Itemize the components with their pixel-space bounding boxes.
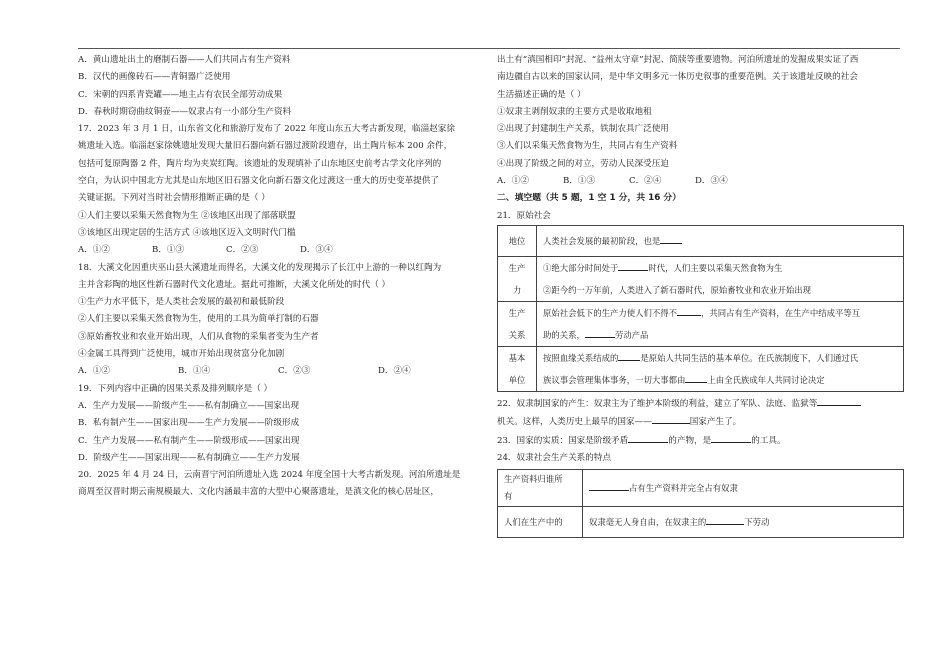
q19-stem: 19．下列内容中正确的因果关系及排列顺序是（ ） — [78, 383, 273, 394]
table-row — [498, 346, 904, 391]
q21-title: 21．原始社会 — [497, 210, 551, 221]
row-value: 原始社会低下的生产力使人们不得不 ，共同占有生产资料，在生产中结成平等互 助的关系， 劳动产品 — [537, 301, 904, 346]
q20-stem-line: 商周至汉晋时期云南规模最大、文化内涵最丰富的大型中心聚落遗址，是滇文化的核心居址区， — [78, 487, 439, 498]
answer-blank[interactable] — [628, 432, 668, 443]
right-column — [497, 52, 905, 538]
q20-options — [497, 173, 905, 190]
q18-option-d: D．②④ — [378, 366, 411, 377]
q18-options — [78, 363, 482, 380]
answer-blank[interactable] — [817, 395, 861, 406]
q20-item: ①奴隶主剥削奴隶的主要方式是收取地租 — [497, 106, 652, 117]
q17-item: ③该地区出现定居的生活方式 ④该地区迈入文明时代门槛 — [78, 227, 296, 238]
q20-option-d: D．③④ — [695, 176, 728, 187]
q20-option-c: C．②④ — [629, 176, 662, 187]
row-key: 基本 单位 — [498, 346, 537, 391]
q20-stem-line: 20．2025 年 4 月 24 日，云南晋宁河泊所遗址入选 2024 年度全国十大考古新发现。河泊所遗址是 — [78, 470, 461, 481]
q21-table — [497, 225, 904, 392]
row-value: 人类社会发展的最初阶段，也是 — [537, 225, 904, 256]
q19-option-a: A．生产力发展——阶级产生——私有制确立——国家出现 — [78, 400, 300, 411]
answer-blank[interactable] — [618, 260, 648, 271]
section-title: 二、填空题（共 5 题，1 空 1 分，共 16 分） — [497, 193, 681, 204]
row-value: ①绝大部分时间处于 时代，人们主要以采集天然食物为生 ②距今约一万年前，人类进入了新石器时代，原始畜牧业和农业开始出现 — [537, 256, 904, 301]
header-rule — [78, 48, 900, 49]
answer-blank[interactable] — [711, 432, 751, 443]
q20-item: ②出现了封建制生产关系，铁制农具广泛使用 — [497, 124, 669, 135]
q17-stem-line: 17．2023 年 3 月 1 日，山东省文化和旅游厅发布了 2022 年度山东五大考古新发现，临淄赵家徐 — [78, 124, 455, 135]
q18-option-b: B．①④ — [178, 366, 211, 377]
q20-stem-line: 南边疆自古以来的国家认同，是中华文明多元一体历史叙事的重要范例。关于该遗址反映的社会 — [497, 72, 858, 83]
q17-stem-line: 关键证据。下列对当时社会情形推断正确的是（ ） — [78, 193, 270, 204]
table-row — [498, 301, 904, 346]
left-column — [78, 52, 482, 502]
q18-stem-line: 主并含彩陶的地区性新石器时代文化遗址。据此可推断，大溪文化所处的时代（ ） — [78, 279, 391, 290]
q19-option-d: D．阶级产生——国家出现——私有制确立——生产力发展 — [78, 452, 300, 463]
table-row — [498, 470, 904, 507]
q24-table — [497, 469, 904, 538]
row-key: 生产 力 — [498, 256, 537, 301]
row-value: 按照血缘关系结成的 是原始人共同生活的基本单位。在氏族制度下，人们通过氏 族议事会管理集体事务，一切大事都由 上由全氏族成年人共同讨论决定 — [537, 346, 904, 391]
q20-stem-line: 生活描述正确的是（ ） — [497, 89, 586, 100]
q18-option-a: A．①② — [78, 366, 110, 377]
q22-line: 机关。这样，人类历史上最早的国家—— 国家产生了。 — [497, 413, 905, 431]
q17-option-b: B．①③ — [152, 245, 185, 256]
q16-option-b: B．汉代的画像砖石——青铜器广泛使用 — [78, 72, 231, 83]
q19-option-c: C．生产力发展——私有制产生——阶级形成——国家出现 — [78, 435, 300, 446]
q18-item: ③原始畜牧业和农业开始出现，人们从食物的采集者变为生产者 — [78, 331, 319, 342]
q17-stem-line: 姚遗址入选。临淄赵家徐姚遗址发现大量旧石器向新石器过渡阶段遗存，出土陶片标本 200 余件， — [78, 141, 453, 152]
q17-option-a: A．①② — [78, 245, 110, 256]
answer-blank[interactable] — [677, 305, 701, 316]
table-row — [498, 507, 904, 538]
q20-item: ③人们以采集天然食物为生，共同占有生产资料 — [497, 141, 678, 152]
q20-stem-line: 出土有“滇国相印”封泥、“益州太守章”封泥、简牍等重要遗物。河泊所遗址的发掘成果实证了西 — [497, 55, 859, 65]
q19-option-b: B．私有制产生——国家出现——生产力发展——阶级形成 — [78, 418, 300, 429]
q18-item: ①生产力水平低下，是人类社会发展的最初和最低阶段 — [78, 297, 285, 308]
q17-options — [78, 242, 482, 259]
answer-blank[interactable] — [652, 413, 690, 424]
q18-item: ④金属工具得到广泛使用，城市开始出现贫富分化加剧 — [78, 349, 285, 360]
q20-option-b: B．①③ — [563, 176, 596, 187]
q17-option-d: D．③④ — [300, 245, 333, 256]
q20-item: ④出现了阶级之间的对立，劳动人民深受压迫 — [497, 158, 669, 169]
row-value: 占有生产资料并完全占有奴隶 — [583, 470, 904, 507]
table-row — [498, 225, 904, 256]
q16-option-d: D．春秋时期窃曲纹铜壶——奴隶占有一小部分生产资料 — [78, 106, 292, 117]
q17-stem-line: 包括可复原陶器 2 件，陶片均为夹炭红陶。该遗址的发现填补了山东地区史前考古学文化序列的 — [78, 158, 442, 169]
answer-blank[interactable] — [706, 514, 744, 525]
answer-blank[interactable] — [589, 480, 629, 491]
q22-line: 22．奴隶制国家的产生：奴隶主为了维护本阶级的利益，建立了军队、法庭、监狱等 — [497, 395, 905, 413]
answer-blank[interactable] — [585, 327, 615, 338]
q18-item: ②人们主要以采集天然食物为生，使用的工具为简单打制的石器 — [78, 314, 319, 325]
q20-option-a: A．①② — [497, 176, 529, 187]
answer-blank[interactable] — [685, 372, 707, 383]
q24-title: 24．奴隶社会生产关系的特点 — [497, 452, 612, 463]
q18-option-c: C．②③ — [278, 366, 311, 377]
table-row — [498, 256, 904, 301]
row-key: 生产 关系 — [498, 301, 537, 346]
answer-blank[interactable] — [618, 350, 640, 361]
q16-option-c: C．宋朝的四系青瓷罐——地主占有农民全部劳动成果 — [78, 89, 283, 100]
row-key: 生产资料归谁所 有 — [498, 470, 583, 507]
q17-item: ①人们主要以采集天然食物为生 ②该地区出现了部落联盟 — [78, 210, 296, 221]
q18-stem-line: 18．大溪文化因重庆巫山县大溪遗址而得名，大溪文化的发现揭示了长江中上游的一种以红陶为 — [78, 262, 442, 273]
row-value: 奴隶毫无人身自由，在奴隶主的 下劳动 — [583, 507, 904, 538]
q23-line: 23．国家的实质：国家是阶级矛盾 的产物，是 的工具。 — [497, 432, 905, 450]
row-key: 地位 — [498, 225, 537, 256]
q16-option-a: A．黄山遗址出土的磨制石器——人们共同占有生产资料 — [78, 55, 291, 65]
row-key: 人们在生产中的 — [498, 507, 583, 538]
q17-stem-line: 空白，为认识中国北方尤其是山东地区旧石器文化向新石器文化过渡这一重大的历史变革提供了 — [78, 176, 439, 187]
answer-blank[interactable] — [660, 233, 682, 244]
q17-option-c: C．②③ — [226, 245, 259, 256]
